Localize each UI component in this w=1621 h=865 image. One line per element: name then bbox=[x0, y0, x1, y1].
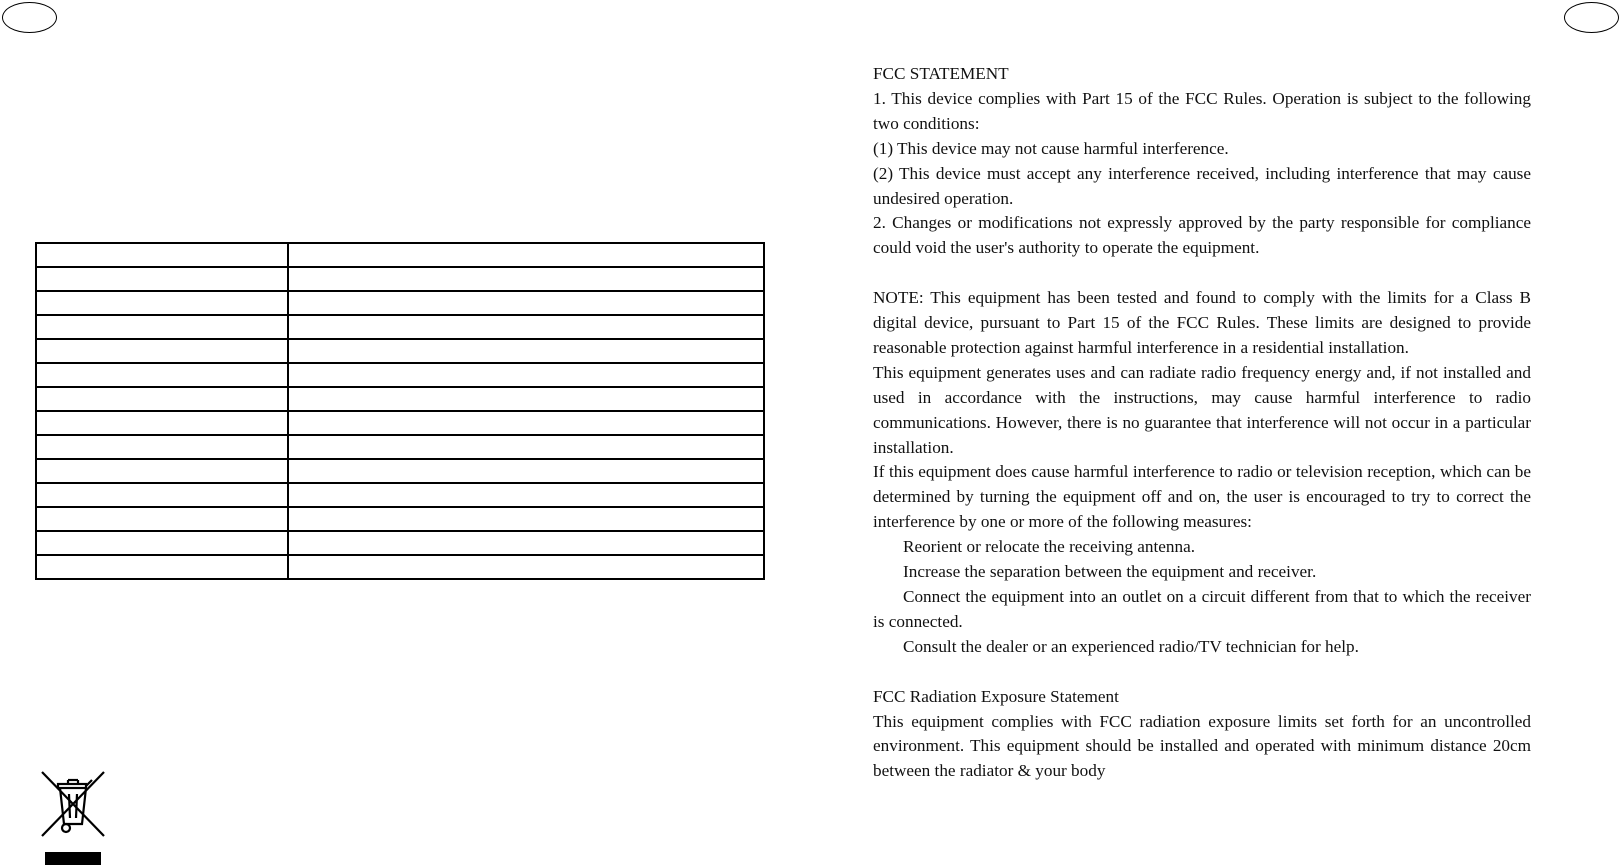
fcc-measure-4: Consult the dealer or an experienced radio/TV technician for help. bbox=[903, 636, 1359, 656]
weee-underline-bar bbox=[45, 852, 101, 865]
fcc-paragraph-2: This equipment generates uses and can radiate radio frequency energy and, if not installed and used in accordance with the instructions, may cause harmful interference to radio communications. However, there is no guarantee that interference will not occur in a particular installation. bbox=[873, 362, 1531, 457]
table-cell bbox=[288, 459, 764, 483]
table-cell bbox=[288, 315, 764, 339]
table-cell bbox=[288, 555, 764, 579]
table-cell bbox=[36, 411, 288, 435]
fcc-title: FCC STATEMENT bbox=[873, 64, 1009, 83]
table-row bbox=[36, 315, 764, 339]
table-row bbox=[36, 387, 764, 411]
fcc-condition-1: (1) This device may not cause harmful interference. bbox=[873, 138, 1229, 158]
fcc-radiation-title: FCC Radiation Exposure Statement bbox=[873, 686, 1119, 706]
table-cell bbox=[288, 243, 764, 267]
table-cell bbox=[36, 267, 288, 291]
table-row bbox=[36, 339, 764, 363]
crossed-bin-icon bbox=[40, 770, 106, 838]
table-cell bbox=[36, 555, 288, 579]
table-cell bbox=[288, 339, 764, 363]
fcc-condition-2: (2) This device must accept any interference received, including interference that may cause undesired operation. bbox=[873, 163, 1531, 208]
table-cell bbox=[288, 387, 764, 411]
table-cell bbox=[288, 435, 764, 459]
table-row bbox=[36, 291, 764, 315]
page-marker-right bbox=[1564, 2, 1619, 33]
page-marker-left bbox=[2, 2, 57, 33]
table-row bbox=[36, 531, 764, 555]
table-cell bbox=[288, 411, 764, 435]
table-row bbox=[36, 459, 764, 483]
table-row bbox=[36, 507, 764, 531]
table-cell bbox=[288, 483, 764, 507]
table-row bbox=[36, 243, 764, 267]
table-cell bbox=[36, 363, 288, 387]
table-cell bbox=[288, 267, 764, 291]
fcc-item-2: 2. Changes or modifications not expressly approved by the party responsible for compliance could void the user's authority to operate the equipment. bbox=[873, 213, 1531, 258]
fcc-note: NOTE: This equipment has been tested and found to comply with the limits for a Class B digital device, pursuant to Part 15 of the FCC Rules. These limits are designed to provide reasonable protection against harmful interference in a residential installation. bbox=[873, 288, 1531, 357]
fcc-measure-3: Connect the equipment into an outlet on a circuit different from that to which the receiver is connected. bbox=[873, 587, 1531, 631]
table-row bbox=[36, 555, 764, 579]
paragraph-gap bbox=[873, 261, 1531, 286]
table-cell bbox=[36, 435, 288, 459]
table-cell bbox=[36, 387, 288, 411]
table-row bbox=[36, 267, 764, 291]
table-cell bbox=[288, 531, 764, 555]
table-cell bbox=[36, 291, 288, 315]
table-cell bbox=[36, 531, 288, 555]
fcc-item-1: 1. This device complies with Part 15 of the FCC Rules. Operation is subject to the following two conditions: bbox=[873, 88, 1531, 133]
table-cell bbox=[36, 459, 288, 483]
table-row bbox=[36, 483, 764, 507]
table-cell bbox=[288, 507, 764, 531]
table-row bbox=[36, 435, 764, 459]
table-cell bbox=[36, 507, 288, 531]
table-cell bbox=[288, 363, 764, 387]
table-cell bbox=[36, 243, 288, 267]
table-row bbox=[36, 363, 764, 387]
table-cell bbox=[36, 483, 288, 507]
spec-table bbox=[35, 242, 765, 580]
fcc-measure-2: Increase the separation between the equipment and receiver. bbox=[903, 562, 1317, 582]
table-row bbox=[36, 411, 764, 435]
table-cell bbox=[288, 291, 764, 315]
fcc-radiation-text: This equipment complies with FCC radiation exposure limits set forth for an uncontrolled environment. This equipment should be installed and operated with minimum distance 20cm between the radiator & your body bbox=[873, 711, 1531, 781]
table-cell bbox=[36, 315, 288, 339]
fcc-paragraph-3: If this equipment does cause harmful interference to radio or television reception, which can be determined by turning the equipment off and on, the user is encouraged to try to correct the interference by one or more of the following measures: bbox=[873, 462, 1531, 532]
fcc-statement bbox=[873, 62, 1531, 784]
paragraph-gap bbox=[873, 660, 1531, 685]
fcc-measure-1: Reorient or relocate the receiving antenna. bbox=[903, 537, 1196, 557]
table-cell bbox=[36, 339, 288, 363]
